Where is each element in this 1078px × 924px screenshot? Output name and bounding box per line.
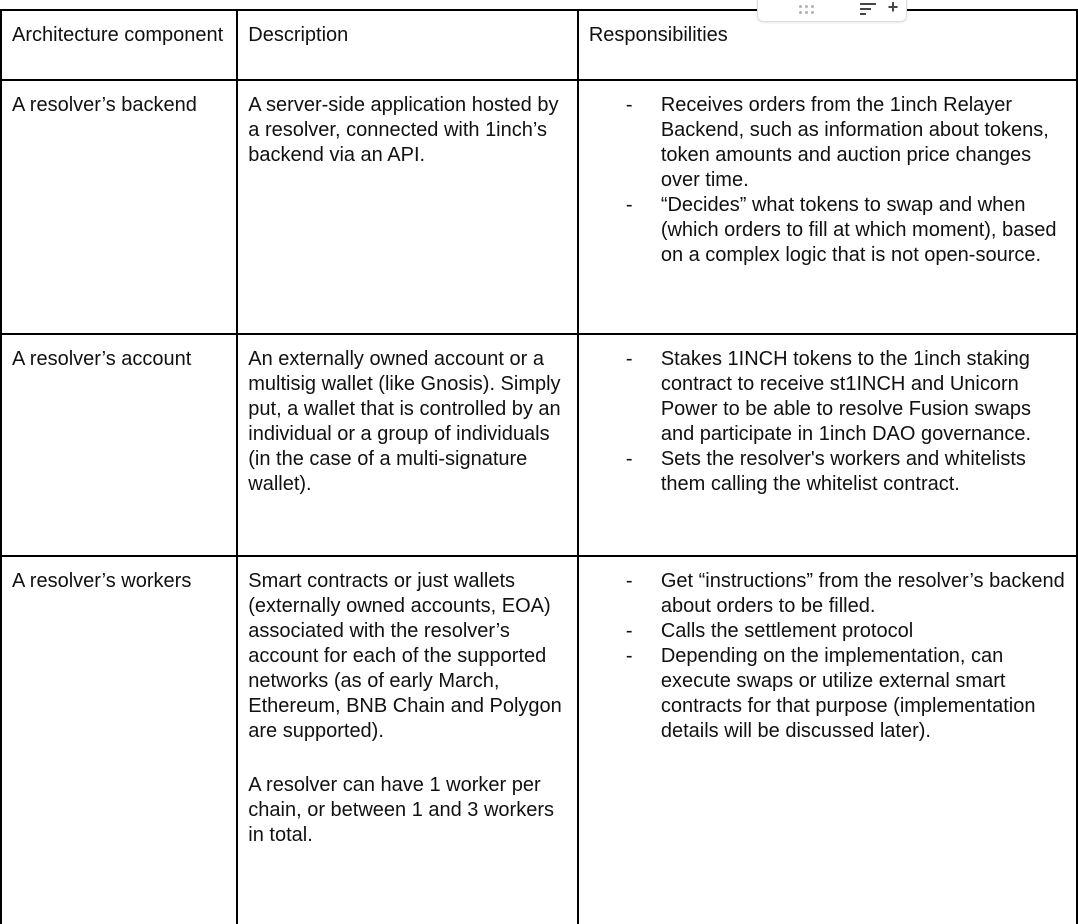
responsibilities-cell[interactable] — [578, 556, 1077, 924]
bullet-dash: - — [625, 94, 633, 116]
plus-icon[interactable]: + — [887, 0, 899, 17]
list-item — [589, 644, 1066, 744]
description-text: An externally owned account or a multisig wallet (like Gnosis). Simply put, a wallet that is controlled by an individual or a group of individuals (in the case of a multi-signature wallet). — [248, 348, 561, 495]
header-description[interactable]: Description — [237, 10, 578, 80]
list-item — [589, 193, 1066, 268]
table-toolbar — [757, 0, 907, 22]
header-responsibilities[interactable]: Responsibilities — [578, 10, 1077, 80]
responsibilities-cell[interactable] — [578, 80, 1077, 334]
bullet-dash: - — [625, 570, 633, 592]
responsibility-text: Get “instructions” from the resolver’s backend about orders to be filled. — [660, 570, 1065, 617]
responsibility-text: Stakes 1INCH tokens to the 1inch staking contract to receive st1INCH and Unicorn Power to be able to resolve Fusion swaps and participate in 1inch DAO governance. — [660, 348, 1032, 445]
table-row — [1, 80, 1077, 334]
list-item — [589, 93, 1066, 193]
header-architecture-component[interactable]: Architecture component — [1, 10, 237, 80]
responsibilities-list — [589, 93, 1066, 268]
drag-handle-icon[interactable] — [799, 5, 815, 14]
architecture-table — [0, 9, 1078, 924]
sort-lines-icon[interactable] — [860, 3, 876, 15]
list-item — [589, 619, 1066, 644]
description-text: A server-side application hosted by a resolver, connected with 1inch’s backend via an API. — [248, 94, 559, 166]
responsibility-text: Calls the settlement protocol — [660, 620, 914, 642]
description-text: A resolver can have 1 worker per chain, or between 1 and 3 workers in total. — [248, 774, 554, 846]
bullet-dash: - — [625, 448, 633, 470]
table-row — [1, 334, 1077, 556]
responsibility-text: Receives orders from the 1inch Relayer Backend, such as information about tokens, token amounts and auction price changes over time. — [660, 94, 1049, 191]
bullet-dash: - — [625, 645, 633, 667]
bullet-dash: - — [625, 348, 633, 370]
list-item — [589, 447, 1066, 497]
responsibility-text: “Decides” what tokens to swap and when (which orders to fill at which moment), based on a complex logic that is not open-source. — [660, 194, 1057, 266]
list-item — [589, 347, 1066, 447]
list-item — [589, 569, 1066, 619]
bullet-dash: - — [625, 194, 633, 216]
component-cell[interactable]: A resolver’s workers — [1, 556, 237, 924]
responsibilities-cell[interactable] — [578, 334, 1077, 556]
component-cell[interactable]: A resolver’s account — [1, 334, 237, 556]
responsibilities-list — [589, 347, 1066, 497]
description-cell[interactable] — [237, 556, 578, 924]
description-text: Smart contracts or just wallets (externally owned accounts, EOA) associated with the resolver’s account for each of the supported networks (as of early March, Ethereum, BNB Chain and Polygon are supported). — [248, 570, 562, 742]
responsibilities-list — [589, 569, 1066, 744]
description-cell[interactable] — [237, 80, 578, 334]
responsibility-text: Sets the resolver's workers and whitelists them calling the whitelist contract. — [660, 448, 1026, 495]
table-row — [1, 556, 1077, 924]
bullet-dash: - — [625, 620, 633, 642]
component-cell[interactable]: A resolver’s backend — [1, 80, 237, 334]
description-cell[interactable] — [237, 334, 578, 556]
responsibility-text: Depending on the implementation, can execute swaps or utilize external smart contracts for that purpose (implementation details will be discussed later). — [660, 645, 1036, 742]
table-header-row — [1, 10, 1077, 80]
